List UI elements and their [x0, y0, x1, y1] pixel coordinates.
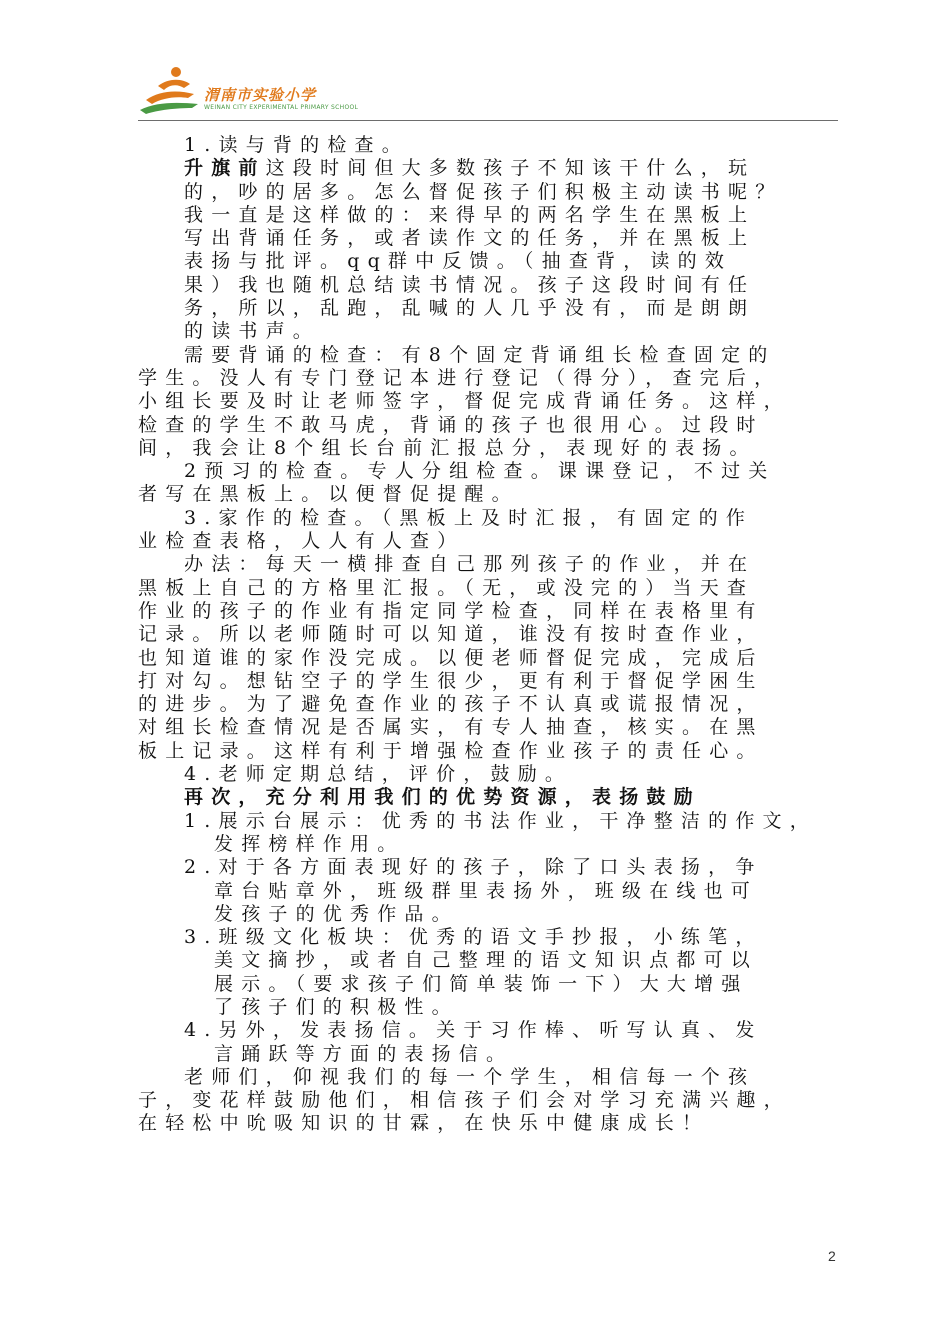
- text-line: [138, 647, 838, 670]
- text-segment: 发挥榜样作用。: [214, 832, 405, 855]
- text-line: [138, 390, 838, 413]
- text-segment: 4.老师定期总结，评价，鼓励。: [184, 763, 573, 786]
- header-divider: [138, 120, 838, 121]
- text-line: [138, 856, 838, 879]
- text-line: [138, 1112, 838, 1135]
- text-segment: 2预习的检查。专人分组检查。课课登记，不过关: [184, 460, 776, 483]
- text-line: [138, 553, 838, 576]
- text-segment: 1.展示台展示：优秀的书法作业，干净整洁的作文，: [184, 809, 817, 832]
- text-segment: 这段时间但大多数孩子不知该干什么，玩: [265, 157, 756, 180]
- text-line: [138, 740, 838, 763]
- text-line: [138, 600, 838, 623]
- text-line: [138, 437, 838, 460]
- text-segment: 也知道谁的家作没完成。以便老师督促完成，完成后: [138, 646, 764, 669]
- text-line: [138, 1089, 838, 1112]
- text-line: [138, 1066, 838, 1089]
- text-segment: 的进步。为了避免查作业的孩子不认真或谎报情况，: [138, 693, 764, 716]
- text-segment: 对组长检查情况是否属实，有专人抽查，核实。在黑: [138, 716, 764, 739]
- text-segment: 小组长要及时让老师签字，督促完成背诵任务。这样，: [138, 390, 791, 413]
- text-segment: 作业的孩子的作业有指定同学检查，同样在表格里有: [138, 599, 764, 622]
- text-line: [138, 903, 838, 926]
- text-segment: 美文摘抄，或者自己整理的语文知识点都可以: [214, 949, 759, 972]
- text-line: [138, 367, 838, 390]
- text-line: [138, 973, 838, 996]
- text-segment: 1.读与背的检查。: [184, 134, 409, 156]
- document-body: [138, 134, 838, 1136]
- text-line: [138, 577, 838, 600]
- text-segment: 言踊跃等方面的表扬信。: [214, 1042, 514, 1065]
- text-line: [138, 320, 838, 343]
- text-segment: 的，吵的居多。怎么督促孩子们积极主动读书呢？: [184, 180, 783, 203]
- text-line: [138, 1019, 838, 1042]
- text-line: [138, 949, 838, 972]
- text-segment: 果）我也随机总结读书情况。孩子这段时间有任: [184, 273, 756, 296]
- text-line: [138, 483, 838, 506]
- text-line: [138, 1043, 838, 1066]
- text-line: [138, 414, 838, 437]
- text-line: [138, 810, 838, 833]
- text-segment: 检查的学生不敢马虎，背诵的孩子也很用心。过段时: [138, 413, 764, 436]
- page-number: 2: [828, 1248, 836, 1264]
- text-segment: 在轻松中吮吸知识的甘霖，在快乐中健康成长！: [138, 1112, 710, 1135]
- text-line: [138, 250, 838, 273]
- text-segment: 板上记录。这样有利于增强检查作业孩子的责任心。: [138, 739, 764, 762]
- text-line: [138, 693, 838, 716]
- text-segment: 打对勾。想钻空子的学生很少，更有利于督促学困生: [138, 669, 764, 692]
- text-segment: 学生。没人有专门登记本进行登记（得分），查完后，: [138, 366, 782, 389]
- text-line: [138, 880, 838, 903]
- text-line: [138, 763, 838, 786]
- text-line: [138, 344, 838, 367]
- text-segment: 间，我会让8个组长台前汇报总分，表现好的表扬。: [138, 436, 757, 459]
- page-header: [138, 62, 838, 122]
- text-segment: 老师们，仰视我们的每一个学生，相信每一个孩: [184, 1065, 756, 1088]
- text-segment: 子，变花样鼓励他们，相信孩子们会对学习充满兴趣，: [138, 1089, 791, 1112]
- text-line: [138, 460, 838, 483]
- text-segment: 了孩子们的积极性。: [214, 995, 459, 1018]
- text-line: [138, 134, 838, 157]
- text-line: [138, 926, 838, 949]
- school-logo-runner-icon: [138, 64, 202, 114]
- text-line: [138, 297, 838, 320]
- text-line: [138, 833, 838, 856]
- text-line: [138, 623, 838, 646]
- text-line: [138, 530, 838, 553]
- text-line: [138, 274, 838, 297]
- text-segment: 的读书声。: [184, 320, 321, 343]
- text-segment: 表扬与批评。qq群中反馈。（抽查背，读的效: [184, 250, 733, 273]
- text-segment: 3.班级文化板块：优秀的语文手抄报，小练笔，: [184, 926, 763, 949]
- text-segment: 发孩子的优秀作品。: [214, 902, 459, 925]
- text-line: [138, 507, 838, 530]
- text-segment: 需要背诵的检查：有8个固定背诵组长检查固定的: [184, 343, 776, 366]
- bold-text: 升旗前: [184, 157, 266, 180]
- text-segment: 业检查表格，人人有人查）: [138, 530, 465, 553]
- text-segment: 章台贴章外，班级群里表扬外，班级在线也可: [214, 879, 759, 902]
- text-line: [138, 227, 838, 250]
- text-line: [138, 204, 838, 227]
- text-line: [138, 157, 838, 180]
- text-line: [138, 786, 838, 809]
- text-line: [138, 716, 838, 739]
- school-name: 渭南市实验小学: [204, 86, 317, 104]
- text-line: [138, 996, 838, 1019]
- text-line: [138, 181, 838, 204]
- text-segment: 我一直是这样做的：来得早的两名学生在黑板上: [184, 203, 756, 226]
- text-segment: 黑板上自己的方格里汇报。（无，或没完的）当天查: [138, 576, 755, 599]
- text-segment: 记录。所以老师随时可以知道，谁没有按时查作业，: [138, 623, 764, 646]
- text-segment: 务，所以，乱跑，乱喊的人几乎没有，而是朗朗: [184, 297, 756, 320]
- text-segment: 写出背诵任务，或者读作文的任务，并在黑板上: [184, 227, 756, 250]
- text-segment: 2.对于各方面表现好的孩子，除了口头表扬，争: [184, 856, 763, 879]
- text-segment: 者写在黑板上。以便督促提醒。: [138, 483, 519, 506]
- text-segment: 3.家作的检查。（黑板上及时汇报，有固定的作: [184, 506, 754, 529]
- text-segment: 4.另外，发表扬信。关于习作棒、听写认真、发: [184, 1019, 763, 1042]
- bold-text: 再次，充分利用我们的优势资源，表扬鼓励: [184, 786, 701, 809]
- text-line: [138, 670, 838, 693]
- text-segment: 展示。（要求孩子们简单装饰一下）大大增强: [214, 972, 749, 995]
- school-name-en: WEINAN CITY EXPERIMENTAL PRIMARY SCHOOL: [204, 104, 359, 111]
- text-segment: 办法：每天一横排查自己那列孩子的作业，并在: [184, 553, 756, 576]
